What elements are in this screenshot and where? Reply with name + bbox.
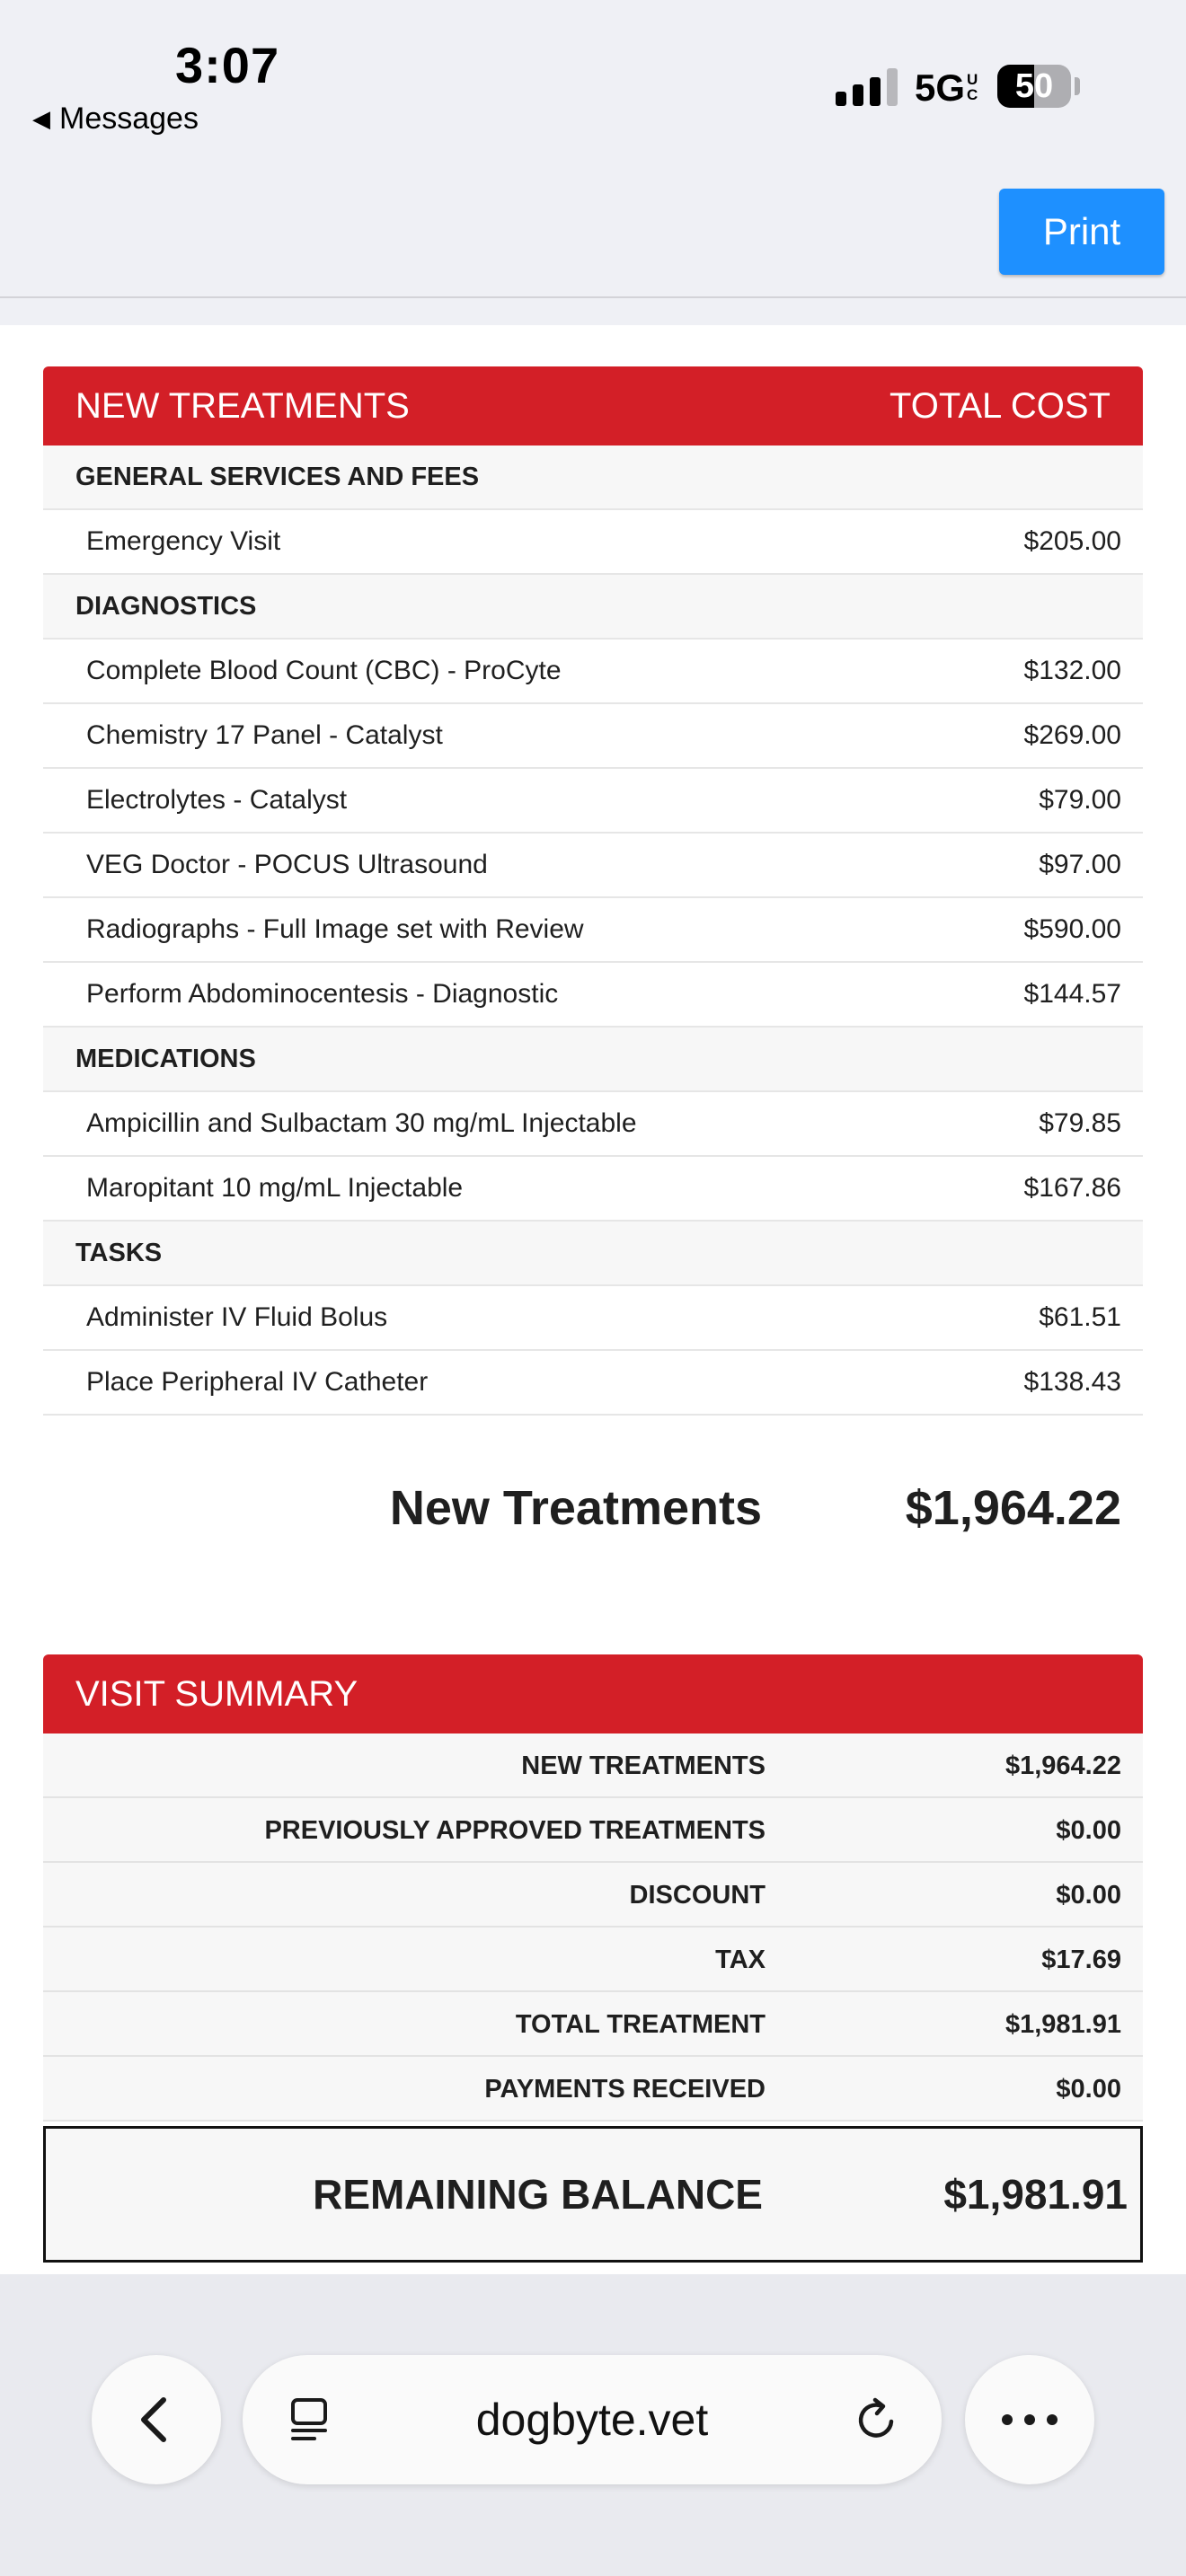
summary-value: $0.00 [1056, 1881, 1121, 1910]
treatment-price: $61.51 [1039, 1302, 1121, 1332]
summary-row [43, 1734, 1143, 1798]
battery-icon [997, 65, 1071, 108]
treatment-row [43, 898, 1143, 963]
treatment-row [43, 1092, 1143, 1157]
treatment-name: Electrolytes - Catalyst [86, 785, 348, 815]
summary-value: $0.00 [1056, 2075, 1121, 2104]
new-treatments-total-value: $1,964.22 [905, 1481, 1121, 1535]
clock: 3:07 [175, 37, 280, 93]
back-label: Messages [59, 101, 199, 136]
visit-summary-table [43, 1734, 1143, 2122]
treatment-row [43, 963, 1143, 1028]
summary-row [43, 1863, 1143, 1928]
back-triangle-icon: ◀ [32, 105, 50, 132]
summary-label: TAX [715, 1945, 766, 1974]
status-bar [0, 0, 1186, 144]
treatment-row [43, 1157, 1143, 1222]
treatment-price: $205.00 [1023, 526, 1121, 556]
treatments-table [43, 446, 1143, 1416]
category-row: DIAGNOSTICS [43, 575, 1143, 640]
summary-value: $1,981.91 [1005, 2010, 1121, 2039]
treatment-name: Emergency Visit [86, 526, 281, 556]
new-treatments-header [43, 366, 1143, 446]
back-to-messages[interactable] [32, 101, 199, 137]
treatment-price: $79.85 [1039, 1108, 1121, 1138]
cellular-signal-icon [836, 66, 898, 106]
summary-value: $17.69 [1041, 1945, 1121, 1974]
more-dots-icon [998, 2411, 1061, 2429]
remaining-balance-label: REMAINING BALANCE [313, 2171, 763, 2218]
battery-level: 50 [1014, 67, 1054, 105]
category-row: GENERAL SERVICES AND FEES [43, 446, 1143, 510]
visit-summary-title: VISIT SUMMARY [75, 1673, 358, 1714]
browser-back-button[interactable] [92, 2355, 221, 2484]
treatment-row [43, 704, 1143, 769]
category-row: TASKS [43, 1222, 1143, 1286]
treatment-price: $138.43 [1023, 1367, 1121, 1397]
treatment-price: $97.00 [1039, 850, 1121, 879]
treatment-price: $144.57 [1023, 979, 1121, 1009]
visit-summary-header [43, 1654, 1143, 1734]
chevron-left-icon [129, 2393, 183, 2447]
toolbar-divider [0, 296, 1186, 298]
treatment-row [43, 1286, 1143, 1351]
network-type: 5G [915, 66, 966, 109]
treatment-name: Chemistry 17 Panel - Catalyst [86, 720, 443, 750]
treatment-row [43, 510, 1143, 575]
summary-label: PREVIOUSLY APPROVED TREATMENTS [264, 1816, 766, 1845]
treatment-row [43, 834, 1143, 898]
new-treatments-total-label: New Treatments [389, 1481, 762, 1535]
treatment-name: Complete Blood Count (CBC) - ProCyte [86, 656, 562, 685]
treatment-row [43, 640, 1143, 704]
treatment-name: Administer IV Fluid Bolus [86, 1302, 388, 1332]
remaining-balance-box [43, 2126, 1143, 2263]
new-treatments-total [43, 1468, 1143, 1548]
total-cost-title: TOTAL COST [890, 385, 1111, 426]
category-row: MEDICATIONS [43, 1028, 1143, 1092]
summary-label: NEW TREATMENTS [521, 1751, 766, 1780]
reload-icon[interactable] [852, 2395, 902, 2445]
treatment-price: $590.00 [1023, 914, 1121, 944]
more-options-button[interactable] [965, 2355, 1094, 2484]
summary-label: DISCOUNT [629, 1881, 766, 1910]
treatment-name: VEG Doctor - POCUS Ultrasound [86, 850, 488, 879]
summary-label: PAYMENTS RECEIVED [484, 2075, 766, 2104]
remaining-balance-value: $1,981.91 [943, 2171, 1128, 2218]
treatment-name: Radiographs - Full Image set with Review [86, 914, 584, 944]
treatment-price: $79.00 [1039, 785, 1121, 815]
network-subtype: U C [967, 71, 978, 103]
treatment-price: $269.00 [1023, 720, 1121, 750]
summary-label: TOTAL TREATMENT [515, 2010, 766, 2039]
summary-row [43, 1928, 1143, 1992]
summary-row [43, 2057, 1143, 2122]
new-treatments-title: NEW TREATMENTS [75, 385, 410, 426]
treatment-name: Maropitant 10 mg/mL Injectable [86, 1173, 464, 1203]
summary-row [43, 1992, 1143, 2057]
network-indicator [915, 66, 978, 110]
treatment-name: Ampicillin and Sulbactam 30 mg/mL Injectable [86, 1108, 637, 1138]
address-bar[interactable] [243, 2355, 942, 2484]
treatment-name: Perform Abdominocentesis - Diagnostic [86, 979, 559, 1009]
summary-value: $1,964.22 [1005, 1751, 1121, 1780]
treatment-price: $167.86 [1023, 1173, 1121, 1203]
treatment-row [43, 1351, 1143, 1416]
print-button[interactable]: Print [999, 189, 1164, 275]
treatment-name: Place Peripheral IV Catheter [86, 1367, 429, 1397]
summary-value: $0.00 [1056, 1816, 1121, 1845]
url-text: dogbyte.vet [475, 2395, 709, 2445]
treatment-row [43, 769, 1143, 834]
summary-row [43, 1798, 1143, 1863]
treatment-price: $132.00 [1023, 656, 1121, 685]
battery-tip [1075, 77, 1080, 95]
